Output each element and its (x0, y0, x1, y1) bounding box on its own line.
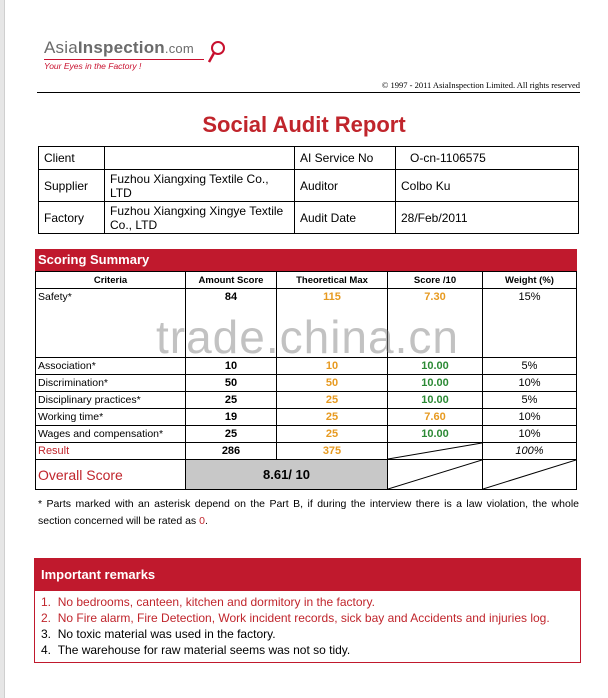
weight-cell: 5% (483, 358, 577, 375)
scoring-header-row (36, 272, 577, 289)
page-edge (0, 0, 5, 698)
overall-score-label: Overall Score (36, 460, 186, 490)
col-theoretical-max: Theoretical Max (277, 272, 388, 289)
criteria-cell: Association* (36, 358, 186, 375)
max-cell: 50 (277, 375, 388, 392)
amount-cell: 84 (186, 289, 277, 306)
criteria-cell: Safety* (36, 289, 186, 306)
remarks-heading: Important remarks (35, 559, 580, 591)
list-item (41, 594, 574, 610)
client-value (105, 147, 295, 170)
footnote-text: * Parts marked with an asterisk depend on the Part B, if during the interview there is a law violation, the whole section concerned will be rated as (38, 498, 579, 527)
scoring-summary-heading: Scoring Summary (35, 249, 577, 271)
max-cell: 25 (277, 392, 388, 409)
auditor-label: Auditor (295, 170, 396, 202)
remark-text: The warehouse for raw material seems was not so tidy. (57, 643, 351, 657)
score-cell: 10.00 (388, 358, 483, 375)
watermark: trade.china.cn (156, 311, 459, 363)
result-score-empty (388, 443, 483, 460)
amount-cell: 25 (186, 426, 277, 443)
report-title: Social Audit Report (202, 112, 406, 137)
criteria-cell: Working time* (36, 409, 186, 426)
remark-text: No toxic material was used in the factory. (57, 627, 276, 641)
remark-number: 4. (41, 643, 52, 657)
scoring-summary (35, 249, 577, 490)
logo-brand-part2: Inspection (77, 38, 165, 57)
score-cell: 10.00 (388, 375, 483, 392)
footnote-zero: 0 (199, 515, 205, 527)
logo-tagline: Your Eyes in the Factory ! (44, 59, 204, 71)
list-item (41, 626, 574, 642)
criteria-cell: Disciplinary practices* (36, 392, 186, 409)
footnote-end: . (204, 515, 208, 527)
table-row (36, 426, 577, 443)
result-amount: 286 (186, 443, 277, 460)
col-score-10: Score /10 (388, 272, 483, 289)
asterisk-footnote (38, 496, 579, 530)
supplier-row (39, 170, 579, 202)
list-item (41, 610, 574, 626)
diagonal-line (388, 460, 482, 489)
score-cell: 7.60 (388, 409, 483, 426)
col-criteria: Criteria (36, 272, 186, 289)
list-item (41, 642, 574, 658)
criteria-cell: Discrimination* (36, 375, 186, 392)
copyright-line: © 1997 - 2011 AsiaInspection Limited. All rights reserved (37, 80, 580, 93)
weight-cell: 5% (483, 392, 577, 409)
table-row (36, 392, 577, 409)
client-label: Client (39, 147, 105, 170)
result-row (36, 443, 577, 460)
logo-brand-part3: .com (164, 41, 194, 56)
result-weight: 100% (483, 443, 577, 460)
overall-score-value: 8.61/ 10 (186, 460, 388, 490)
weight-cell: 10% (483, 426, 577, 443)
result-max: 375 (277, 443, 388, 460)
remark-text: No Fire alarm, Fire Detection, Work incident records, sick bay and Accidents and injuries log. (57, 611, 550, 625)
client-row (39, 147, 579, 170)
amount-cell: 19 (186, 409, 277, 426)
overall-score-row (36, 460, 577, 490)
amount-cell: 10 (186, 358, 277, 375)
factory-value: Fuzhou Xiangxing Xingye Textile Co., LTD (105, 202, 295, 234)
factory-row (39, 202, 579, 234)
max-cell: 10 (277, 358, 388, 375)
score-cell: 10.00 (388, 426, 483, 443)
diagonal-line (388, 443, 482, 459)
overall-empty-1 (388, 460, 483, 490)
col-weight: Weight (%) (483, 272, 577, 289)
amount-cell: 50 (186, 375, 277, 392)
score-cell: 10.00 (388, 392, 483, 409)
amount-cell: 25 (186, 392, 277, 409)
service-value: O-cn-1106575 (396, 147, 579, 170)
report-info-table (38, 146, 579, 234)
criteria-cell: Wages and compensation* (36, 426, 186, 443)
service-label: AI Service No (295, 147, 396, 170)
gap-cell (483, 306, 577, 358)
table-row (36, 375, 577, 392)
supplier-label: Supplier (39, 170, 105, 202)
magnifier-icon (208, 40, 226, 66)
max-cell: 25 (277, 426, 388, 443)
audit-date-label: Audit Date (295, 202, 396, 234)
score-cell: 7.30 (388, 289, 483, 306)
factory-label: Factory (39, 202, 105, 234)
table-row (36, 289, 577, 306)
scoring-table (35, 271, 577, 490)
diagonal-line (483, 460, 576, 489)
col-amount-score: Amount Score (186, 272, 277, 289)
overall-empty-2 (483, 460, 577, 490)
remark-number: 1. (41, 595, 52, 609)
audit-date-value: 28/Feb/2011 (396, 202, 579, 234)
max-cell: 25 (277, 409, 388, 426)
weight-cell: 15% (483, 289, 577, 306)
auditor-value: Colbo Ku (396, 170, 579, 202)
important-remarks (34, 558, 581, 663)
logo-brand (44, 38, 204, 58)
weight-cell: 10% (483, 375, 577, 392)
remark-number: 3. (41, 627, 52, 641)
max-cell: 115 (277, 289, 388, 306)
remark-text: No bedrooms, canteen, kitchen and dormitory in the factory. (57, 595, 375, 609)
weight-cell: 10% (483, 409, 577, 426)
logo-brand-part1: Asia (44, 38, 78, 57)
table-row (36, 409, 577, 426)
remarks-list (35, 591, 580, 662)
result-label: Result (36, 443, 186, 460)
supplier-value: Fuzhou Xiangxing Textile Co., LTD (105, 170, 295, 202)
remark-number: 2. (41, 611, 52, 625)
asiainspection-logo (44, 38, 204, 71)
